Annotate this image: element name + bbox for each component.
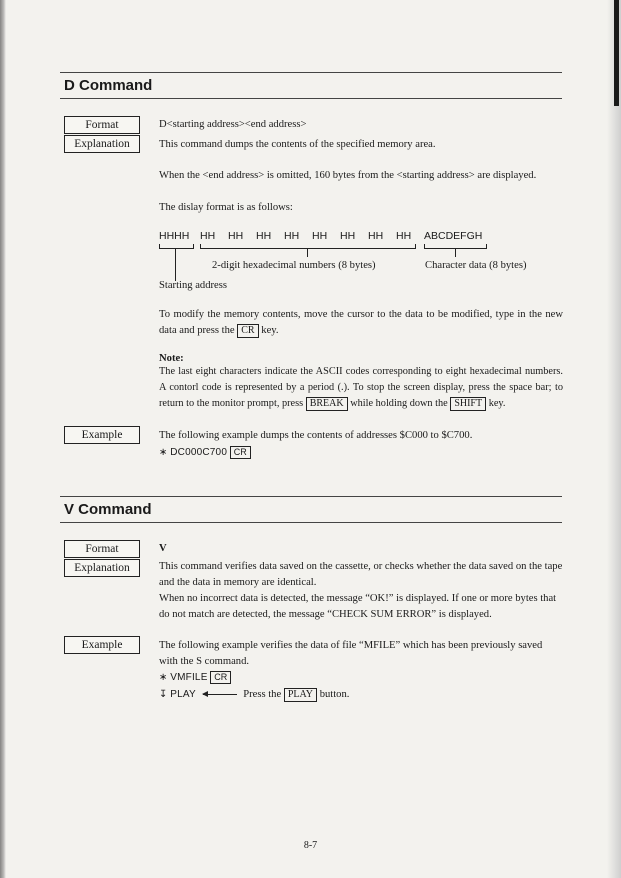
binding-shadow xyxy=(0,0,6,878)
section-rule-top xyxy=(60,72,562,73)
dump-byte: HH xyxy=(284,230,300,242)
cr-key: CR xyxy=(210,671,231,684)
dump-address-field: HHHH xyxy=(159,230,190,242)
d-explanation-3: The dislay format is as follows: xyxy=(159,202,293,213)
address-label: Starting address xyxy=(159,280,227,291)
dump-byte: HH xyxy=(396,230,412,242)
address-pointer-line xyxy=(175,249,176,281)
play-prompt-icon: ↧ xyxy=(159,689,168,700)
d-command-title: D Command xyxy=(64,77,153,94)
section-rule-bottom xyxy=(60,522,562,523)
chars-pointer-line xyxy=(455,249,456,257)
explanation-label: Explanation xyxy=(64,135,140,153)
v-explanation-1: This command verifies data saved on the cassette, or checks whether the data saved on the tape and the data in memory are identical. xyxy=(159,561,563,588)
hex-label: 2-digit hexadecimal numbers (8 bytes) xyxy=(212,260,376,271)
d-format-text: D<starting address><end address> xyxy=(159,119,307,130)
shift-key: SHIFT xyxy=(450,397,486,411)
dump-byte: HH xyxy=(228,230,244,242)
edge-tab-mark xyxy=(614,0,619,106)
example-label: Example xyxy=(64,426,140,444)
modify-paragraph: To modify the memory contents, move the cursor to the data to be modified, type in the new data and press the CR key. xyxy=(159,309,563,336)
hex-bracket xyxy=(200,244,416,249)
d-explanation-1: This command dumps the contents of the specified memory area. xyxy=(159,139,436,150)
d-example-command: ∗ DC000C700 CR xyxy=(159,445,563,461)
dump-byte: HH xyxy=(200,230,216,242)
v-explanation-2: When no incorrect data is detected, the message “OK!” is displayed. If one or more bytes that do not match are detected, the message “CHECK SUM ERROR” is displayed. xyxy=(159,593,557,620)
v-command-title: V Command xyxy=(64,501,152,518)
play-key: PLAY xyxy=(284,688,317,702)
explanation-label: Explanation xyxy=(64,559,140,577)
hex-pointer-line xyxy=(307,249,308,257)
note-paragraph: The last eight characters indicate the ASCII codes corresponding to eight hexadecimal numbers. A contorl code is represented by a period (.). To stop the screen display, press the space bar; to return to the monitor prompt, press BREAK while holding down the SHIFT key. xyxy=(159,366,563,409)
format-label: Format xyxy=(64,116,140,134)
cr-key: CR xyxy=(230,446,251,459)
dump-byte: HH xyxy=(256,230,272,242)
d-example-text: The following example dumps the contents of addresses $C000 to $C700. xyxy=(159,430,473,441)
dump-byte: HH xyxy=(312,230,328,242)
format-label: Format xyxy=(64,540,140,558)
page-number: 8-7 xyxy=(303,840,318,851)
section-rule-top xyxy=(60,496,562,497)
address-bracket xyxy=(159,244,194,249)
left-arrow-icon xyxy=(203,694,237,695)
dump-byte: HH xyxy=(340,230,356,242)
break-key: BREAK xyxy=(306,397,348,411)
dump-byte: HH xyxy=(368,230,384,242)
d-explanation-2: When the <end address> is omitted, 160 bytes from the <starting address> are displayed. xyxy=(159,170,537,181)
section-rule-bottom xyxy=(60,98,562,99)
cr-key: CR xyxy=(237,324,258,338)
v-example-command: ∗ VMFILE CR xyxy=(159,670,563,686)
char-label: Character data (8 bytes) xyxy=(425,260,527,271)
note-heading: Note: xyxy=(159,353,184,364)
v-play-line: ↧ PLAY Press the PLAY button. xyxy=(159,689,350,700)
v-format-text: V xyxy=(159,543,167,554)
v-example-text: The following example verifies the data of file “MFILE” which has been previously saved with the S command. xyxy=(159,640,543,667)
example-label: Example xyxy=(64,636,140,654)
page-edge xyxy=(607,0,621,878)
dump-chars-field: ABCDEFGH xyxy=(424,230,483,242)
